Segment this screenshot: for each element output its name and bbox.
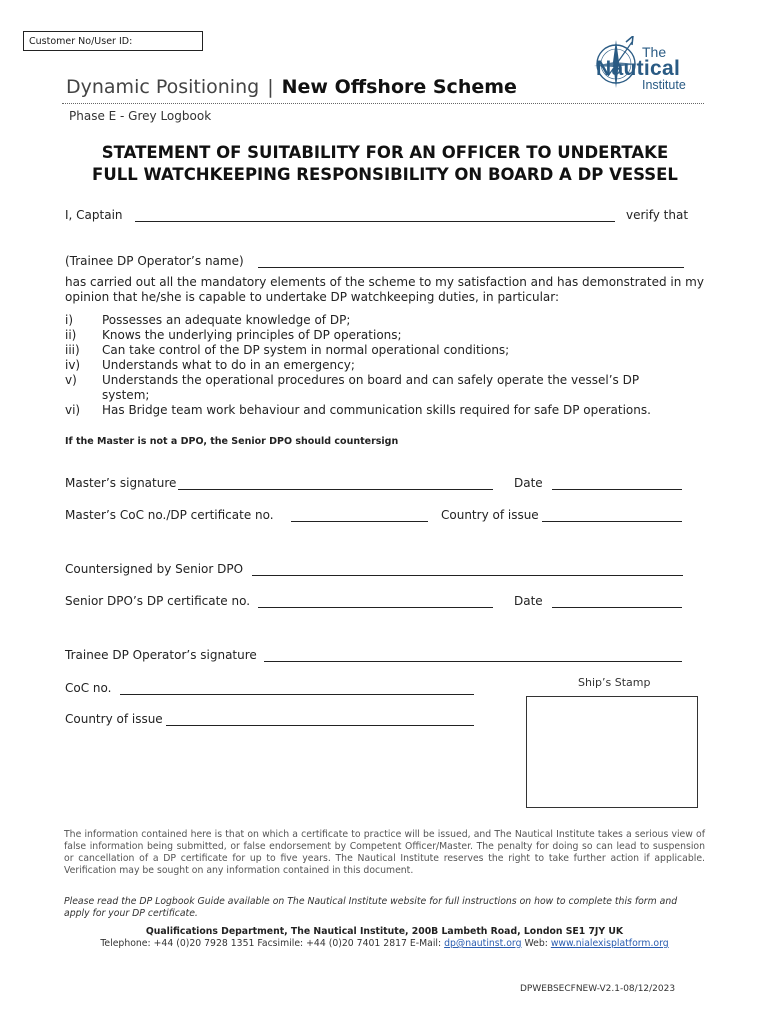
captain-name-field[interactable]	[135, 221, 615, 222]
competency-list	[65, 313, 705, 418]
list-item: ii) Knows the underlying principles of DP operations;	[65, 328, 402, 342]
list-item: v) Understands the operational procedures on board and can safely operate the vessel’s DP system;	[65, 373, 640, 402]
logo-line3: Institute	[642, 78, 686, 92]
date-label-1: Date	[514, 476, 543, 490]
masters-signature-label: Master’s signature	[65, 476, 177, 490]
date-field-2[interactable]	[552, 607, 682, 608]
statement-title-line2: FULL WATCHKEEPING RESPONSIBILITY ON BOARD A DP VESSEL	[92, 165, 678, 184]
contact-line	[64, 938, 705, 949]
trainee-signature-label: Trainee DP Operator’s signature	[65, 648, 257, 662]
scheme-title-right: New Offshore Scheme	[281, 76, 517, 98]
masters-coc-label: Master’s CoC no./DP certificate no.	[65, 508, 274, 522]
contact-prefix: Telephone: +44 (0)20 7928 1351 Facsimile: +44 (0)20 7401 2817 E-Mail:	[100, 938, 445, 949]
verify-label: verify that	[626, 208, 689, 222]
form-code: DPWEBSECFNEW-V2.1-08/12/2023	[520, 984, 676, 994]
phase-label: Phase E - Grey Logbook	[69, 109, 212, 123]
title-separator: |	[267, 76, 274, 98]
coc-no-label: CoC no.	[65, 681, 112, 695]
guide-text: Please read the DP Logbook Guide available on The Nautical Institute website for full instructions on how to complete this form and apply for your DP certificate.	[64, 896, 678, 919]
customer-id-label: Customer No/User ID:	[29, 36, 133, 47]
country-field-1[interactable]	[542, 521, 682, 522]
masters-coc-field[interactable]	[291, 521, 428, 522]
email-link[interactable]: dp@nautinst.org	[444, 938, 522, 949]
list-item: vi) Has Bridge team work behaviour and communication skills required for safe DP operations.	[65, 403, 651, 417]
list-item: iv) Understands what to do in an emergency;	[65, 358, 355, 372]
countersigned-field[interactable]	[252, 575, 683, 576]
country-label-1: Country of issue	[441, 508, 539, 522]
statement-title	[60, 142, 710, 186]
masters-signature-field[interactable]	[178, 489, 493, 490]
nautical-institute-logo	[588, 36, 713, 106]
header-divider	[62, 103, 704, 104]
web-prefix: Web:	[521, 938, 551, 949]
country-label-2: Country of issue	[65, 712, 163, 726]
countersign-note: If the Master is not a DPO, the Senior DPO should countersign	[65, 436, 399, 447]
date-label-2: Date	[514, 594, 543, 608]
senior-dpo-cert-label: Senior DPO’s DP certificate no.	[65, 594, 251, 608]
ships-stamp-box[interactable]	[526, 696, 698, 808]
list-item: i) Possesses an adequate knowledge of DP;	[65, 313, 351, 327]
trainee-name-field[interactable]	[258, 267, 684, 268]
senior-dpo-cert-field[interactable]	[258, 607, 493, 608]
web-link[interactable]: www.nialexisplatform.org	[550, 938, 669, 949]
list-item: iii) Can take control of the DP system in normal operational conditions;	[65, 343, 510, 357]
qualifications-address: Qualifications Department, The Nautical Institute, 200B Lambeth Road, London SE1 7JY UK	[145, 926, 624, 937]
trainee-name-label: (Trainee DP Operator’s name)	[65, 254, 244, 268]
scheme-title-left: Dynamic Positioning	[66, 76, 260, 98]
disclaimer-text: The information contained here is that on which a certificate to practice will be issued, and The Nautical Institute takes a serious view of false information being submitted, or false endorsement by Competent Officer/Master. The penalty for doing so can lead to suspension or cancellation of a DP certificate for up to five years. The Nautical Institute reserves the right to take further action if applicable. Verification may be sought on any information contained in this document.	[64, 829, 705, 876]
logo-line1: The	[642, 44, 667, 60]
customer-id-box[interactable]	[23, 31, 203, 51]
coc-no-field[interactable]	[120, 694, 474, 695]
captain-label: I, Captain	[65, 208, 123, 222]
logo-line2: Nautical	[596, 57, 681, 80]
trainee-signature-field[interactable]	[264, 661, 682, 662]
statement-paragraph: has carried out all the mandatory elements of the scheme to my satisfaction and has demonstrated in my opinion that he/she is capable to undertake DP watchkeeping duties, in particular:	[65, 275, 704, 304]
date-field-1[interactable]	[552, 489, 682, 490]
statement-title-line1: STATEMENT OF SUITABILITY FOR AN OFFICER TO UNDERTAKE	[101, 143, 669, 162]
scheme-title	[66, 76, 517, 98]
country-field-2[interactable]	[166, 725, 474, 726]
countersigned-label: Countersigned by Senior DPO	[65, 562, 244, 576]
ships-stamp-label: Ship’s Stamp	[578, 676, 651, 689]
